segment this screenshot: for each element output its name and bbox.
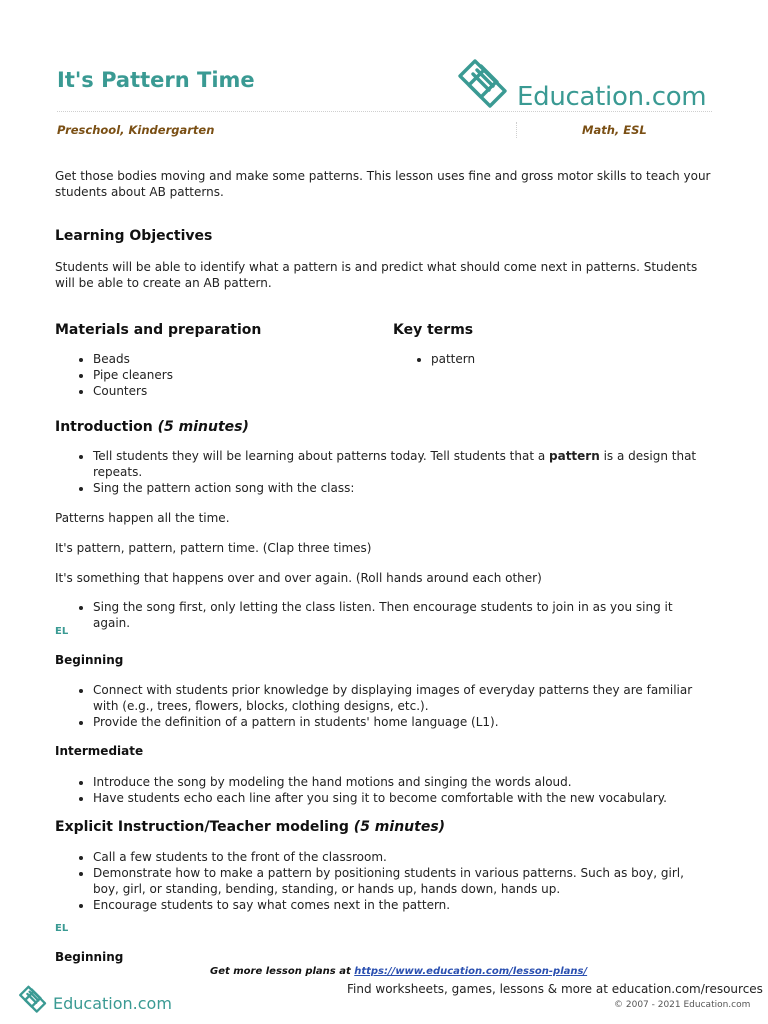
footer-resources-text: Find worksheets, games, lessons & more at education.com/resources <box>347 982 763 996</box>
footer-more-prefix: Get more lesson plans at <box>210 966 355 977</box>
list-item: • Connect with students prior knowledge by displaying images of everyday patterns they are familiar with (e.g., trees, flowers, blocks, clothing designs, etc.). <box>93 682 713 714</box>
text-run: Tell students they will be learning about patterns today. Tell students that a <box>93 449 549 463</box>
learning-objectives-heading: Learning Objectives <box>55 228 213 244</box>
explicit-instruction-duration: (5 minutes) <box>353 819 446 835</box>
list-item: • Pipe cleaners <box>93 367 713 383</box>
introduction-duration: (5 minutes) <box>157 419 249 435</box>
header-divider <box>57 111 712 112</box>
list-item: • Introduce the song by modeling the hand motions and singing the words aloud. <box>93 774 713 790</box>
list-item <box>93 448 713 480</box>
introduction-title: Introduction <box>55 419 153 435</box>
intermediate-list <box>55 774 713 806</box>
song-line: It's pattern, pattern, pattern time. (Clap three times) <box>55 541 372 555</box>
materials-heading: Materials and preparation <box>55 322 262 338</box>
list-item: • Sing the pattern action song with the class: <box>93 480 713 496</box>
subjects: Math, ESL <box>582 123 647 137</box>
list-item: • Sing the song first, only letting the class listen. Then encourage students to join in as you sing it again. <box>93 599 713 631</box>
list-item: • Demonstrate how to make a pattern by positioning students in various patterns. Such as boy, girl, boy, girl, or standing, bending, standing, or hands up, hands down, hands up. <box>93 865 713 897</box>
text-run: is a design that repeats. <box>93 449 697 479</box>
page-title: It's Pattern Time <box>57 68 255 92</box>
song-line: Patterns happen all the time. <box>55 511 230 525</box>
beginning-list <box>55 682 713 730</box>
beginning-heading: Beginning <box>55 653 124 667</box>
footer-logo[interactable] <box>18 984 172 1016</box>
header-separator <box>516 122 517 138</box>
lesson-plans-link[interactable]: https://www.education.com/lesson-plans/ <box>354 966 588 977</box>
list-item: • Call a few students to the front of the classroom. <box>93 849 713 865</box>
grade-levels: Preschool, Kindergarten <box>57 123 215 137</box>
el-label: EL <box>55 923 69 934</box>
footer-more-lessons <box>210 966 587 977</box>
beginning-heading: Beginning <box>55 950 124 964</box>
key-terms-heading: Key terms <box>393 322 474 338</box>
learning-objectives-text: Students will be able to identify what a pattern is and predict what should come next in patterns. Students will be able to create an AB pattern. <box>55 260 698 290</box>
explicit-instruction-heading <box>55 819 445 835</box>
list-item: • Provide the definition of a pattern in students' home language (L1). <box>93 714 713 730</box>
pattern-term: pattern <box>549 449 600 463</box>
footer-logo-text: Education.com <box>53 994 172 1013</box>
intro-paragraph: Get those bodies moving and make some patterns. This lesson uses fine and gross motor skills to teach your students about AB patterns. <box>55 169 711 199</box>
logo-icon <box>18 984 50 1016</box>
song-line: It's something that happens over and over again. (Roll hands around each other) <box>55 571 542 585</box>
introduction-heading <box>55 419 249 435</box>
list-item: • Have students echo each line after you sing it to become comfortable with the new vocabulary. <box>93 790 713 806</box>
list-item: • Beads <box>93 351 713 367</box>
explicit-instruction-list <box>55 849 713 913</box>
list-item: • Encourage students to say what comes next in the pattern. <box>93 897 713 913</box>
introduction-list <box>55 448 713 496</box>
key-terms-list <box>393 351 711 367</box>
explicit-instruction-title: Explicit Instruction/Teacher modeling <box>55 819 349 835</box>
education-logo[interactable] <box>456 56 716 116</box>
logo-icon <box>456 56 514 114</box>
logo-text: Education.com <box>517 82 707 112</box>
list-item: • pattern <box>431 351 711 367</box>
list-item: • Counters <box>93 383 713 399</box>
el-label: EL <box>55 626 69 637</box>
intermediate-heading: Intermediate <box>55 744 144 758</box>
introduction-list-2 <box>55 599 713 631</box>
footer-copyright: © 2007 - 2021 Education.com <box>614 1000 751 1010</box>
